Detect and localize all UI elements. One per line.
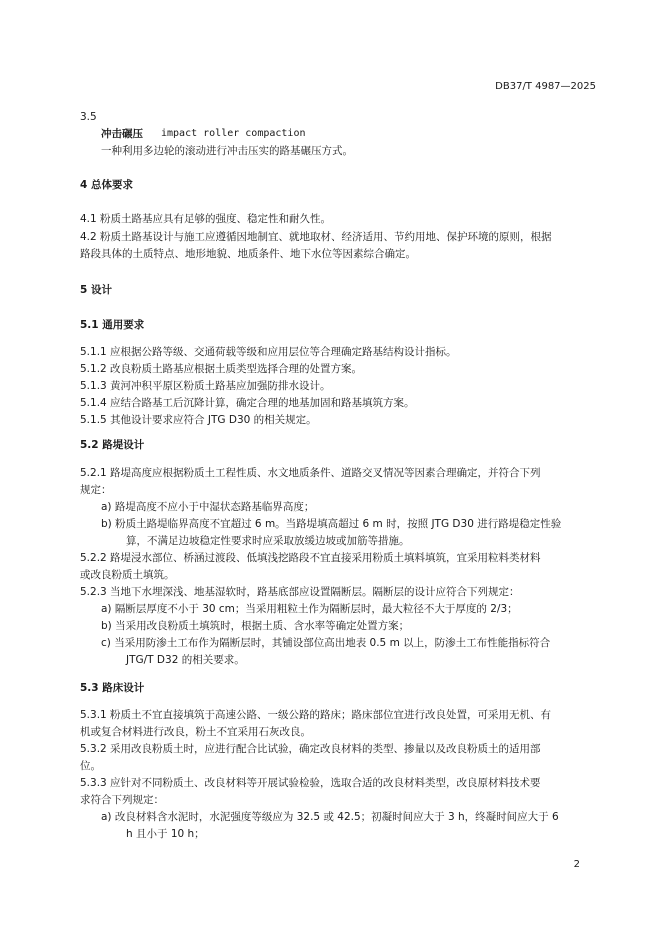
list-item-b-cont: 算，不满足边坡稳定性要求时应采取放缓边坡或加筋等措施。 <box>126 535 410 547</box>
subsection-heading-5-1: 5.1 通用要求 <box>80 319 145 331</box>
subsection-heading-5-2: 5.2 路堤设计 <box>80 439 145 451</box>
term-english: impact roller compaction <box>161 128 306 139</box>
list-item-a: a) 隔断层厚度不小于 30 cm；当采用粗粒土作为隔断层时，最大粒径不大于厚度的 2/3； <box>101 603 518 615</box>
term-definition: 一种利用多边轮的滚动进行冲击压实的路基碾压方式。 <box>101 145 353 157</box>
clause-5-1-2: 5.1.2 改良粉质土路基应根据土质类型选择合理的处置方案。 <box>80 363 363 375</box>
list-item-c: c) 当采用防渗土工布作为隔断层时，其铺设部位高出地表 0.5 m 以上，防渗土工布性能指标符合 <box>101 637 551 649</box>
clause-5-1-3: 5.1.3 黄河冲积平原区粉质土路基应加强防排水设计。 <box>80 380 331 392</box>
term-chinese: 冲击碾压 <box>101 128 143 140</box>
list-item-b: b) 粉质土路堤临界高度不宜超过 6 m。当路堤填高超过 6 m 时，按照 JTG D30 进行路堤稳定性验 <box>101 518 562 530</box>
clause-5-2-1-cont: 规定： <box>80 484 112 496</box>
clause-5-3-1-cont: 机或复合材料进行改良，粉土不宜采用石灰改良。 <box>80 726 311 738</box>
list-item-a: a) 改良材料含水泥时，水泥强度等级应为 32.5 或 42.5；初凝时间应大于 3 h，终凝时间应大于 6 <box>101 811 559 823</box>
clause-4-1: 4.1 粉质土路基应具有足够的强度、稳定性和耐久性。 <box>80 213 332 225</box>
section-heading-5: 5 设计 <box>80 284 112 296</box>
term-number: 3.5 <box>80 111 97 123</box>
list-item-b: b) 当采用改良粉质土填筑时，根据土质、含水率等确定处置方案； <box>101 620 410 632</box>
clause-4-2-cont: 路段具体的土质特点、地形地貌、地质条件、地下水位等因素综合确定。 <box>80 248 416 260</box>
subsection-heading-5-3: 5.3 路床设计 <box>80 682 145 694</box>
page-number: 2 <box>573 859 580 870</box>
standard-number: DB37/T 4987—2025 <box>495 81 596 92</box>
clause-5-3-2: 5.3.2 采用改良粉质土时，应进行配合比试验，确定改良材料的类型、掺量以及改良粉质土的适用部 <box>80 743 541 755</box>
clause-5-1-4: 5.1.4 应结合路基工后沉降计算，确定合理的地基加固和路基填筑方案。 <box>80 397 415 409</box>
clause-5-2-3: 5.2.3 当地下水埋深浅、地基湿软时，路基底部应设置隔断层。隔断层的设计应符合下列规定： <box>80 586 520 598</box>
list-item-c-cont: JTG/T D32 的相关要求。 <box>126 654 245 666</box>
clause-5-2-2: 5.2.2 路堤浸水部位、桥涵过渡段、低填浅挖路段不宜直接采用粉质土填料填筑，宜采用粒料类材料 <box>80 552 541 564</box>
clause-5-3-3-cont: 求符合下列规定： <box>80 794 164 806</box>
clause-5-3-1: 5.3.1 粉质土不宜直接填筑于高速公路、一级公路的路床；路床部位宜进行改良处置，可采用无机、有 <box>80 709 552 721</box>
list-item-a-cont: h 且小于 10 h； <box>126 828 205 840</box>
clause-5-3-2-cont: 位。 <box>80 760 101 772</box>
list-item-a: a) 路堤高度不应小于中湿状态路基临界高度； <box>101 501 315 513</box>
clause-5-1-5: 5.1.5 其他设计要求应符合 JTG D30 的相关规定。 <box>80 414 317 426</box>
section-heading-4: 4 总体要求 <box>80 179 133 191</box>
clause-5-2-1: 5.2.1 路堤高度应根据粉质土工程性质、水文地质条件、道路交叉情况等因素合理确定，并符合下列 <box>80 467 541 479</box>
clause-5-1-1: 5.1.1 应根据公路等级、交通荷载等级和应用层位等合理确定路基结构设计指标。 <box>80 346 457 358</box>
clause-5-3-3: 5.3.3 应针对不同粉质土、改良材料等开展试验检验，选取合适的改良材料类型，改良原材料技术要 <box>80 777 541 789</box>
clause-5-2-2-cont: 或改良粉质土填筑。 <box>80 569 175 581</box>
clause-4-2: 4.2 粉质土路基设计与施工应遵循因地制宜、就地取材、经济适用、节约用地、保护环境的原则，根据 <box>80 231 552 243</box>
